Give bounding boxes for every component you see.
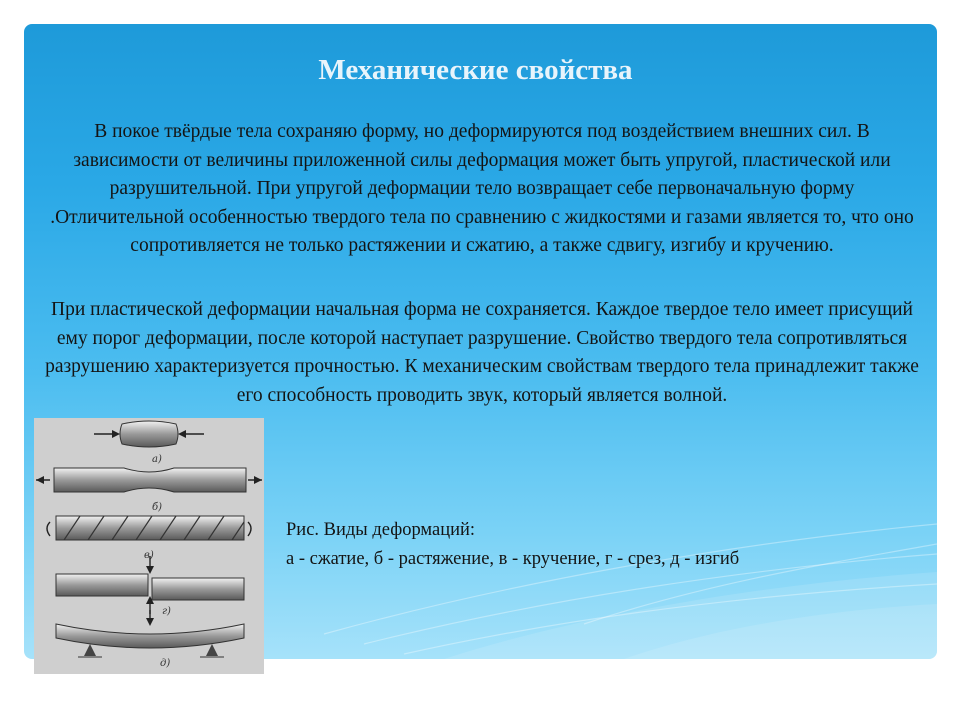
bending-diagram (56, 610, 244, 669)
paragraph-plastic-deformation: При пластической деформации начальная форма не сохраняется. Каждое твердое тело имеет присущий ему порог деформации, после которой наступает разрушение. Свойство твердого тела сопротивляться разрушению характеризуется прочностью. К механическим свойствам твердого тела принадлежит также его способность проводить звук, который является волной. (45, 299, 919, 406)
tension-diagram (36, 468, 262, 513)
caption-legend: а - сжатие, б - растяжение, в - кручение, г - срез, д - изгиб (286, 549, 740, 569)
deformation-types-figure (34, 418, 264, 674)
label-b: б) (152, 502, 163, 513)
torsion-diagram (47, 516, 251, 561)
caption-title: Рис. Виды деформаций: (286, 520, 476, 540)
figure-caption (286, 516, 739, 574)
shear-diagram (56, 556, 244, 617)
paragraph-elastic-deformation: В покое твёрдые тела сохраняю форму, но деформируются под воздействием внешних сил. В зависимости от величины приложенной силы деформация может быть упругой, пластической или разрушительной. При упругой деформации тело возвращает себе первоначальную форму .Отличительной особенностью твердого тела по сравнению с жидкостями и газами является то, что оно сопротивляется не только растяжении и сжатию, а также сдвигу, изгибу и кручению. (50, 121, 914, 256)
slide-title: Механические свойства (318, 54, 633, 86)
compression-diagram (94, 421, 204, 465)
label-c: в) (144, 550, 154, 561)
label-d: г) (162, 606, 171, 617)
deformation-illustration (34, 418, 264, 674)
label-a: а) (152, 454, 162, 465)
label-e: д) (160, 658, 171, 669)
